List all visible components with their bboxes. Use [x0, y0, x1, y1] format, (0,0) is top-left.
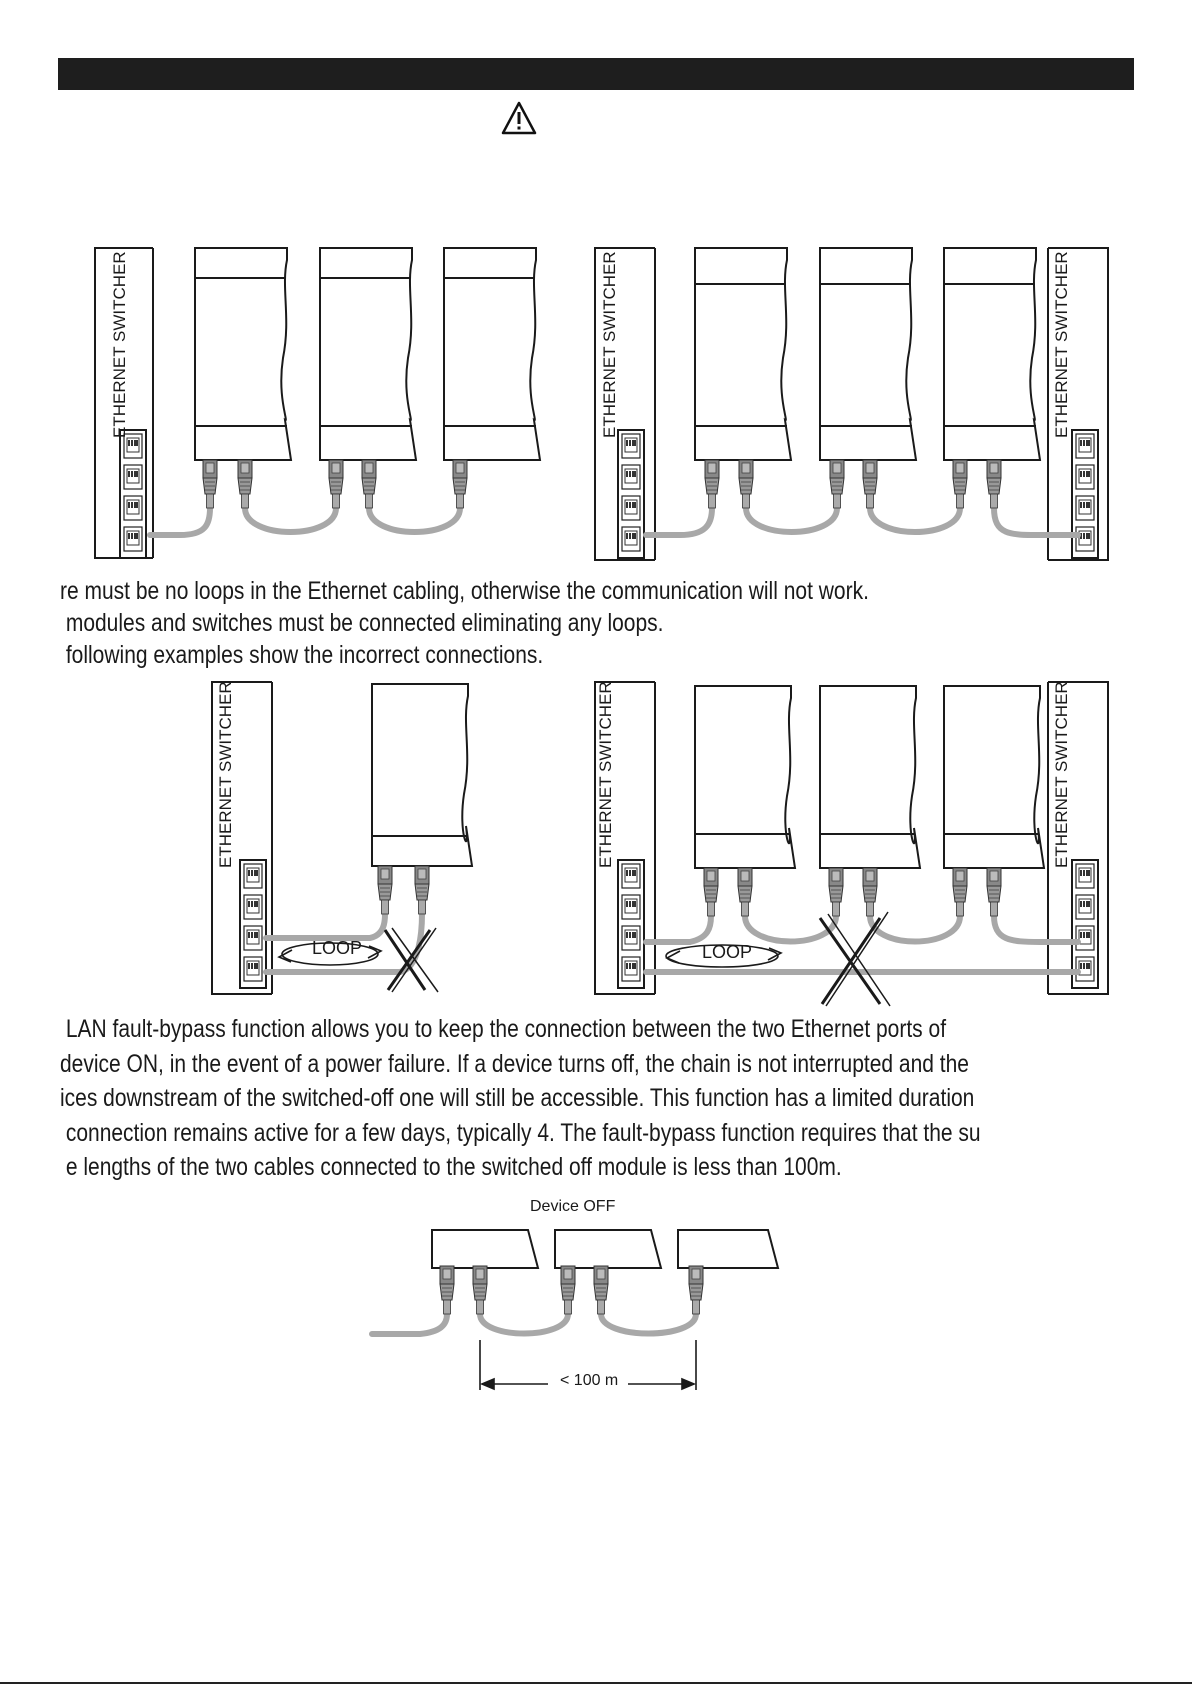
switch-port	[1076, 957, 1094, 981]
cable	[870, 508, 960, 532]
switch-port	[1076, 465, 1094, 489]
switcher-label-b2: ETHERNET SWITCHER	[1052, 251, 1071, 438]
rj45-plug	[329, 460, 343, 508]
switch-port	[622, 434, 640, 458]
switcher-label-c1: ETHERNET SWITCHER	[216, 681, 235, 868]
loop-line-1: re must be no loops in the Ethernet cabling, otherwise the communication will not work.	[60, 577, 869, 605]
rj45-plug	[830, 460, 844, 508]
switch-port	[244, 957, 262, 981]
rj45-plug	[689, 1266, 703, 1314]
switch-port	[622, 864, 640, 888]
switch-port	[244, 895, 262, 919]
module-d3	[944, 686, 1044, 868]
switch-port	[1076, 496, 1094, 520]
switcher-label-d2: ETHERNET SWITCHER	[1052, 681, 1071, 868]
module-d1	[695, 686, 795, 868]
cross-mark-right	[820, 918, 880, 1004]
cable	[369, 508, 460, 532]
bypass-module-3	[678, 1230, 778, 1268]
rj45-plug	[473, 1266, 487, 1314]
rj45-plug	[362, 460, 376, 508]
cable	[480, 1314, 568, 1334]
switch-port	[124, 527, 142, 551]
switch-port	[622, 465, 640, 489]
loop-line-3: following examples show the incorrect connections.	[60, 641, 544, 669]
rj45-plug	[987, 868, 1001, 916]
rj45-plug	[440, 1266, 454, 1314]
cable	[245, 508, 336, 532]
module-a1	[195, 248, 291, 460]
bypass-line-3: ices downstream of the switched-off one will still be accessible. This function has a limited duration	[60, 1084, 975, 1112]
module-a3	[444, 248, 540, 460]
bypass-line-4: connection remains active for a few days, typically 4. The fault-bypass function requires that the su	[60, 1119, 981, 1147]
rj45-plug	[739, 460, 753, 508]
rj45-plug	[704, 868, 718, 916]
bypass-line-1: LAN fault-bypass function allows you to keep the connection between the two Ethernet ports of	[60, 1015, 947, 1043]
cable	[372, 1314, 447, 1334]
cable	[746, 508, 837, 532]
module-b2	[820, 248, 916, 460]
module-a2	[320, 248, 416, 460]
switch-port	[622, 895, 640, 919]
bypass-line-2: device ON, in the event of a power failure. If a device turns off, the chain is not interrupted and the	[60, 1050, 969, 1078]
module-b3	[944, 248, 1040, 460]
switch-port	[622, 527, 640, 551]
switch-port	[1076, 926, 1094, 950]
bypass-module-2	[555, 1230, 661, 1268]
switch-port	[622, 496, 640, 520]
switch-port	[244, 864, 262, 888]
loop-label-left: LOOP	[312, 938, 363, 958]
rj45-plug	[203, 460, 217, 508]
switch-port	[1076, 527, 1094, 551]
bypass-module-1	[432, 1230, 538, 1268]
switch-port	[622, 957, 640, 981]
rj45-plug	[953, 460, 967, 508]
cable	[994, 916, 1078, 942]
distance-label: < 100 m	[560, 1372, 619, 1389]
switcher-label-a1: ETHERNET SWITCHER	[110, 251, 129, 438]
cable	[150, 508, 210, 535]
switch-port	[244, 926, 262, 950]
rj45-plug	[378, 866, 392, 914]
rj45-plug	[238, 460, 252, 508]
cable	[994, 508, 1078, 535]
switcher-label-b1: ETHERNET SWITCHER	[600, 251, 619, 438]
rj45-plug	[863, 460, 877, 508]
bottom-rule	[0, 1682, 1192, 1684]
rj45-plug	[953, 868, 967, 916]
cross-mark-left	[385, 930, 430, 990]
loop-line-2: modules and switches must be connected eliminating any loops.	[60, 609, 664, 637]
rj45-plug	[987, 460, 1001, 508]
rj45-plug	[738, 868, 752, 916]
rj45-plug	[829, 868, 843, 916]
switch-port	[1076, 864, 1094, 888]
switch-port	[124, 465, 142, 489]
module-c1	[372, 684, 472, 866]
rj45-plug	[415, 866, 429, 914]
rj45-plug	[594, 1266, 608, 1314]
module-b1	[695, 248, 791, 460]
switch-port	[124, 496, 142, 520]
rj45-plug	[453, 460, 467, 508]
switcher-label-d1: ETHERNET SWITCHER	[596, 681, 615, 868]
bypass-line-5: e lengths of the two cables connected to the switched off module is less than 100m.	[60, 1153, 842, 1181]
module-d2	[820, 686, 920, 868]
switch-port	[1076, 895, 1094, 919]
loop-label-right: LOOP	[702, 942, 753, 962]
rj45-plug	[705, 460, 719, 508]
switch-port	[622, 926, 640, 950]
rj45-plug	[863, 868, 877, 916]
cable	[601, 1314, 696, 1334]
rj45-plug	[561, 1266, 575, 1314]
device-off-label: Device OFF	[530, 1198, 616, 1215]
switch-port	[1076, 434, 1094, 458]
cable	[266, 914, 385, 938]
